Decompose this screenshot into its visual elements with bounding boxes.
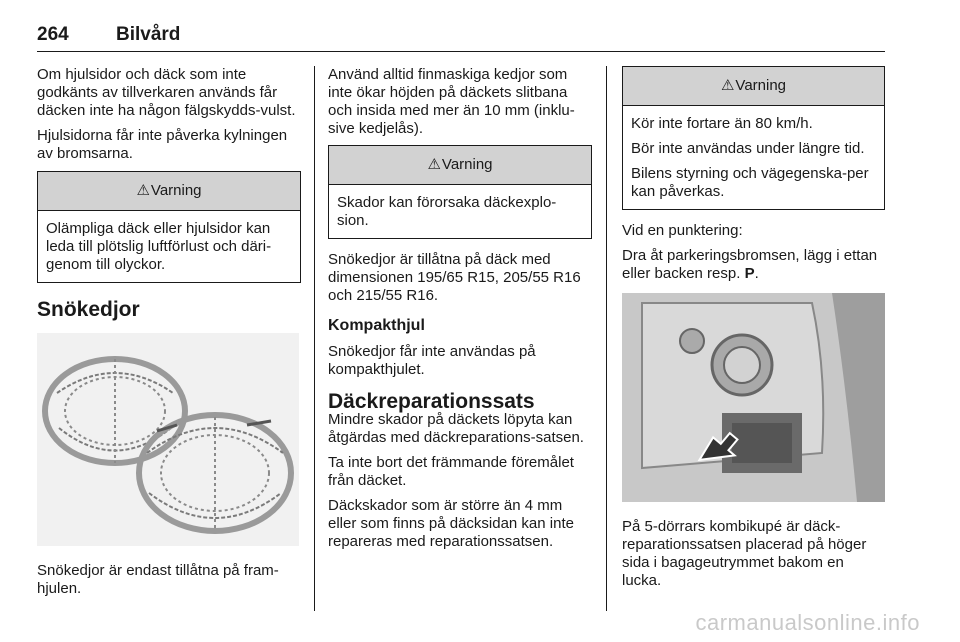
- warning-header: [329, 146, 591, 185]
- warning-text: Skador kan förorsaka däckexplo-sion.: [337, 194, 557, 229]
- paragraph: På 5-dörrars kombikupé är däck-reparationssatsen placerad på höger sida i bagageutrymmet bakom en lucka.: [622, 518, 867, 589]
- column-divider-2: [606, 66, 607, 611]
- paragraph: Ta inte bort det främmande föremålet från däcket.: [328, 454, 574, 489]
- warning-text: Bilens styrning och vägegenska-per kan påverkas.: [631, 165, 869, 200]
- paragraph: Hjulsidorna får inte påverka kylningen av bromsarna.: [37, 127, 288, 162]
- paragraph: Dra åt parkeringsbromsen, lägg i ettan eller backen resp. P.: [622, 247, 878, 282]
- column-3: [622, 66, 885, 597]
- warning-title: Varning: [150, 182, 202, 199]
- page-number: 264: [37, 24, 69, 45]
- heading-snow-chains: Snökedjor: [37, 298, 140, 321]
- warning-title: Varning: [735, 77, 787, 94]
- warning-box: [328, 145, 592, 239]
- paragraph: Mindre skador på däckets löpyta kan åtgärdas med däckreparations-satsen.: [328, 411, 584, 446]
- warning-icon: ⚠: [720, 77, 735, 94]
- warning-header: [38, 172, 300, 211]
- warning-box: [37, 171, 301, 283]
- paragraph: Använd alltid finmaskiga kedjor som inte ökar höjden på däckets slitbana och insida med mer än 10 mm (inklu-sive kedjelås).: [328, 66, 575, 137]
- repair-kit-photo: [622, 293, 885, 502]
- paragraph: Snökedjor är tillåtna på däck med dimensionen 195/65 R15, 205/55 R16 och 215/55 R16.: [328, 251, 581, 304]
- column-1: [37, 66, 301, 605]
- warning-header: [623, 67, 884, 106]
- warning-text: Olämpliga däck eller hjulsidor kan leda till plötslig luftförlust och däri-genom till olyckor.: [46, 220, 272, 273]
- warning-text: Bör inte användas under längre tid.: [631, 140, 865, 157]
- warning-icon: ⚠: [427, 156, 441, 173]
- column-divider-1: [314, 66, 315, 611]
- paragraph: Vid en punktering:: [622, 222, 743, 239]
- column-2: [328, 66, 592, 558]
- warning-text: Kör inte fortare än 80 km/h.: [631, 115, 813, 132]
- warning-title: Varning: [441, 156, 493, 173]
- image-caption: Snökedjor är endast tillåtna på fram-hjulen.: [37, 562, 279, 597]
- heading-compact-wheel: Kompakthjul: [328, 317, 425, 334]
- paragraph: Snökedjor får inte användas på kompakthjulet.: [328, 343, 536, 378]
- heading-tyre-repair-kit: Däckreparationssats: [328, 390, 535, 413]
- section-title: Bilvård: [116, 24, 181, 45]
- header-rule: [37, 51, 885, 52]
- snow-chains-illustration: [37, 333, 299, 546]
- paragraph: Däckskador som är större än 4 mm eller som finns på däcksidan kan inte repareras med reparationssatsen.: [328, 497, 574, 550]
- warning-box: [622, 66, 885, 210]
- paragraph: Om hjulsidor och däck som inte godkänts av tillverkaren används får däcken inte ha någon fälgskydds-vulst.: [37, 66, 296, 119]
- warning-icon: ⚠: [136, 182, 150, 199]
- watermark: carmanualsonline.info: [695, 610, 920, 635]
- gear-p-label: P: [744, 265, 755, 282]
